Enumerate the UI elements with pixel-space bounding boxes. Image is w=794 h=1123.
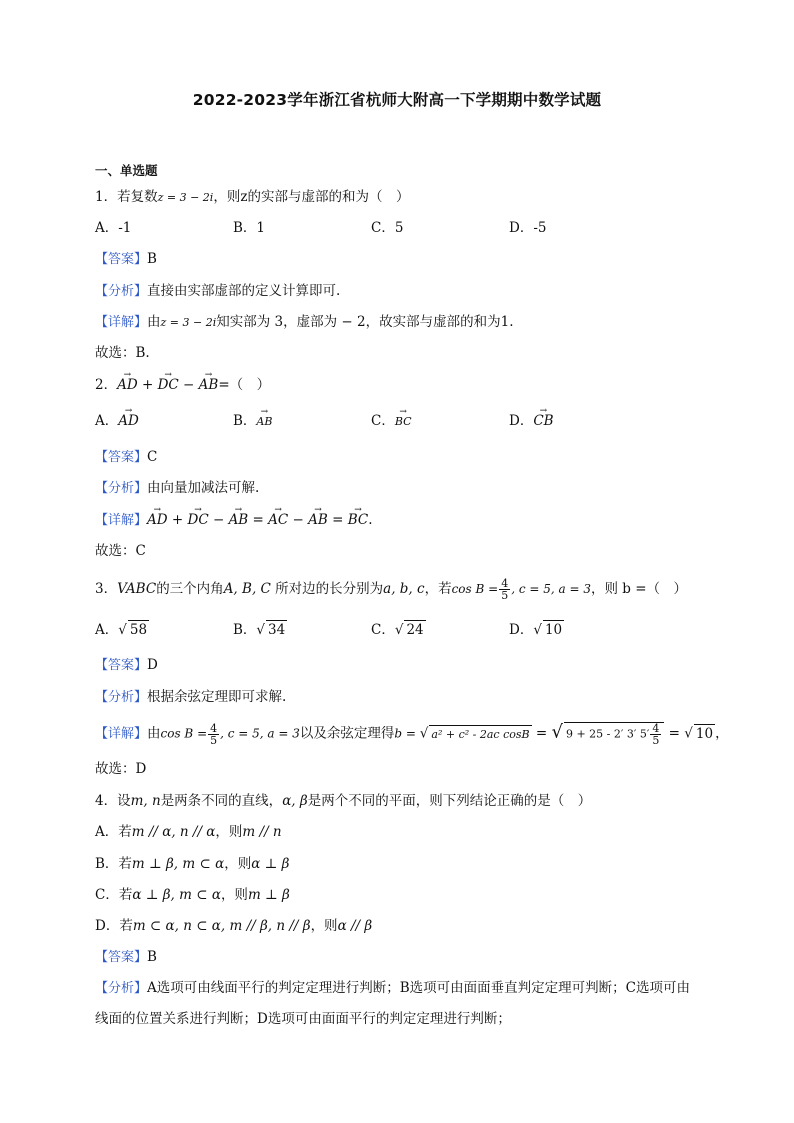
- q4-option-b: [95, 855, 289, 873]
- q3-detail-cos-b: cos B =: [160, 726, 208, 741]
- q1-detail: [95, 313, 514, 332]
- q2-stem-tail: =（ ）: [218, 377, 271, 393]
- vec-dc: → DC: [188, 511, 209, 529]
- q1-option-a: A．-1: [95, 220, 132, 236]
- q3-option-b-label: B．: [233, 622, 257, 638]
- q4-opt-b-pre: B．若: [95, 856, 132, 872]
- q3-option-a: A．√ 58: [95, 622, 148, 638]
- q3-stem-mid2: 所对边的长分别为: [270, 581, 384, 597]
- q2-option-d: [509, 412, 554, 430]
- q3-formula-root2-wrap: [564, 722, 664, 746]
- q3-cos-b: cos B =: [451, 582, 499, 596]
- q4-option-a: [95, 823, 282, 841]
- q4-opt-b-mid: ，则: [224, 856, 252, 872]
- q4-number: 4．设: [95, 793, 131, 809]
- q3-stem-mid3: ，若: [424, 581, 452, 597]
- q3-detail-frac-den: 5: [210, 733, 218, 747]
- q3-angles: A, B, C: [223, 581, 271, 597]
- q4-analysis-text: A选项可由线面平行的判定定理进行判断；B选项可由面面垂直判定定理可判断；C选项可由线面的位置关系进行判断；D选项可由面面平行的判定定理进行判断；: [95, 980, 691, 1027]
- q2-analysis-text: 由向量加减法可解.: [147, 480, 260, 496]
- q2-analysis: [95, 479, 259, 498]
- q3-option-b-root: 34: [268, 622, 286, 638]
- q3-answer: [95, 656, 158, 675]
- q3-stem-mid: 的三个内角: [156, 581, 224, 597]
- q4-opt-c-cond: α ⊥ β, m ⊂ α: [132, 887, 221, 903]
- q2-option-d-vec: → CB: [533, 412, 553, 430]
- q2-option-b: [233, 412, 272, 431]
- q3-frac-den: 5: [501, 589, 509, 602]
- q2-choose: 故选：C: [95, 543, 146, 559]
- q3-option-c-label: C．: [371, 622, 395, 638]
- q2-option-b-label: B．: [233, 413, 257, 429]
- q2-answer: [95, 448, 157, 467]
- q4-opt-b-cond: m ⊥ β, m ⊂ α: [131, 856, 225, 872]
- q3-frac-num: 4: [501, 577, 509, 590]
- q3-option-c: C．√ 24: [371, 622, 424, 638]
- q4-stem-tail: 是两个不同的平面，则下列结论正确的是（ ）: [307, 793, 592, 809]
- q3-formula-fraction: [650, 723, 661, 746]
- section-heading: 一、单选题: [95, 163, 158, 178]
- q3-option-d-root: 10: [544, 622, 563, 638]
- q3-option-c-root: 24: [406, 622, 424, 638]
- q2-option-a-label: A．: [95, 413, 119, 429]
- q3-analysis-text: 根据余弦定理即可求解.: [147, 689, 287, 705]
- vec-bc: → BC: [348, 511, 369, 529]
- detail-label: 【详解】: [95, 513, 148, 528]
- q2-answer-value: C: [147, 449, 158, 465]
- q3-option-a-label: A．: [95, 622, 119, 638]
- q4-option-c: [95, 886, 290, 904]
- q4-answer-value: B: [147, 949, 157, 965]
- q1-z-expr: z = 3 − 2i: [157, 191, 214, 204]
- q3-cond: , c = 5, a = 3: [511, 582, 591, 596]
- q1-stem-tail: ，则z的实部与虚部的和为（ ）: [213, 189, 410, 205]
- q1-analysis-text: 直接由实部虚部的定义计算即可.: [147, 283, 341, 299]
- q3-detail-frac-num: 4: [210, 721, 218, 735]
- analysis-label: 【分析】: [95, 690, 148, 705]
- q3-detail-fraction: [208, 723, 219, 746]
- document-title: 2022-2023学年浙江省杭师大附高一下学期期中数学试题: [192, 91, 602, 109]
- vec-ac: → AC: [268, 511, 288, 529]
- q2-option-c: [371, 412, 412, 431]
- q3-option-d: D．√ 10: [509, 622, 563, 638]
- q2-option-a-vec: → AD: [118, 412, 139, 430]
- q4-stem-mid: 是两条不同的直线，: [160, 793, 283, 809]
- q2-option-c-label: C．: [371, 413, 395, 429]
- q4-answer: [95, 948, 157, 967]
- q1-answer-value: B: [147, 251, 157, 267]
- q3-triangle: VABC: [117, 581, 157, 597]
- q4-analysis: [95, 973, 700, 1034]
- q1-answer: [95, 250, 157, 269]
- vec-ad: → AD: [117, 376, 138, 394]
- q3-formula-frac-den: 5: [652, 734, 660, 747]
- q2-option-d-label: D．: [509, 413, 534, 429]
- q3-stem-tail: ，则 b =（ ）: [590, 581, 688, 597]
- vec-ad: → AD: [147, 511, 168, 529]
- q3-formula-frac-num: 4: [652, 722, 660, 735]
- answer-label: 【答案】: [95, 252, 148, 267]
- q1-option-b: B．1: [233, 220, 266, 236]
- q4-opt-a-pre: A．若: [95, 824, 132, 840]
- q3-option-d-label: D．: [509, 622, 534, 638]
- q2-option-a: [95, 412, 139, 430]
- q3-answer-value: D: [147, 657, 158, 673]
- q3-number: 3．: [95, 581, 118, 597]
- q4-opt-c-pre: C．若: [95, 887, 133, 903]
- question-4-stem: [95, 792, 591, 810]
- q3-choose: 故选：D: [95, 761, 147, 777]
- q2-number: 2．: [95, 377, 118, 393]
- vec-ab: → AB: [199, 376, 219, 394]
- q4-opt-c-mid: ，则: [220, 887, 248, 903]
- q3-detail-cond: , c = 5, a = 3: [220, 726, 300, 741]
- vec-ab: → AB: [308, 511, 328, 529]
- answer-label: 【答案】: [95, 950, 148, 965]
- q1-choose: 故选：B.: [95, 345, 150, 361]
- answer-label: 【答案】: [95, 450, 148, 465]
- q4-mn: m, n: [130, 793, 161, 809]
- q1-option-c: C．5: [371, 220, 404, 236]
- question-2-stem: 2．→ AD + → DC − → AB=（ ）: [95, 376, 270, 394]
- q1-detail-expr: z = 3 − 2i: [160, 316, 217, 329]
- q1-number: 1．若复数: [95, 189, 158, 205]
- q4-opt-b-res: α ⊥ β: [251, 856, 290, 872]
- q3-sides: a, b, c: [383, 581, 425, 597]
- answer-label: 【答案】: [95, 658, 148, 673]
- q4-opt-a-res: m // n: [242, 824, 282, 840]
- q4-opt-d-mid: ，则: [310, 918, 338, 934]
- q2-option-b-vec: → AB: [256, 413, 272, 431]
- q3-formula-root: a² + c² - 2ac cosB: [429, 725, 531, 744]
- q2-detail: 【详解】→ AD + → DC − → AB = → AC − → AB = → BC.: [95, 511, 373, 530]
- q3-formula-b: b =: [394, 726, 420, 741]
- q3-result: 10: [695, 725, 714, 742]
- q1-analysis: [95, 282, 340, 301]
- q3-detail-mid: 以及余弦定理得: [299, 725, 395, 742]
- q4-opt-c-res: m ⊥ β: [247, 887, 290, 903]
- analysis-label: 【分析】: [95, 284, 148, 299]
- q3-option-a-root: 58: [129, 622, 148, 638]
- q4-opt-d-res: α // β: [337, 918, 373, 934]
- q3-detail-pre: 由: [147, 725, 161, 742]
- q2-option-c-vec: → BC: [395, 413, 412, 431]
- q1-detail-tail: 知实部为 3，虚部为 − 2，故实部与虚部的和为1.: [216, 314, 514, 330]
- question-1-stem: [95, 188, 409, 207]
- q4-ab: α, β: [282, 793, 308, 809]
- q3-fraction: [499, 578, 510, 601]
- q3-detail: 【详解】由cos B = $\frac{4}{5}$ , c = 5, a = 3以及余弦定理得b = √ a² + c² - 2ac cosB = √ 9 + 25 - 2′ 3′ 5′ $\frac{4}{5}$ = √ 10 ，: [95, 721, 729, 747]
- q1-option-d: D．-5: [509, 220, 547, 236]
- analysis-label: 【分析】: [95, 981, 148, 996]
- analysis-label: 【分析】: [95, 481, 148, 496]
- q4-opt-d-pre: D．若: [95, 918, 133, 934]
- q4-option-d: [95, 917, 372, 935]
- q3-formula-root2: 9 + 25 - 2′ 3′ 5′: [565, 727, 650, 741]
- vec-ab: → AB: [229, 511, 249, 529]
- q3-option-b: B．√ 34: [233, 622, 286, 638]
- detail-label: 【详解】: [95, 315, 148, 330]
- question-3-stem: [95, 578, 687, 601]
- q4-opt-a-cond: m // α, n // α: [131, 824, 216, 840]
- q4-opt-a-mid: ，则: [215, 824, 243, 840]
- detail-label: 【详解】: [95, 726, 148, 742]
- vec-dc: → DC: [158, 376, 179, 394]
- q1-detail-pre: 由: [147, 314, 161, 330]
- q4-opt-d-cond: m ⊂ α, n ⊂ α, m // β, n // β: [132, 918, 311, 934]
- q3-analysis: [95, 688, 286, 707]
